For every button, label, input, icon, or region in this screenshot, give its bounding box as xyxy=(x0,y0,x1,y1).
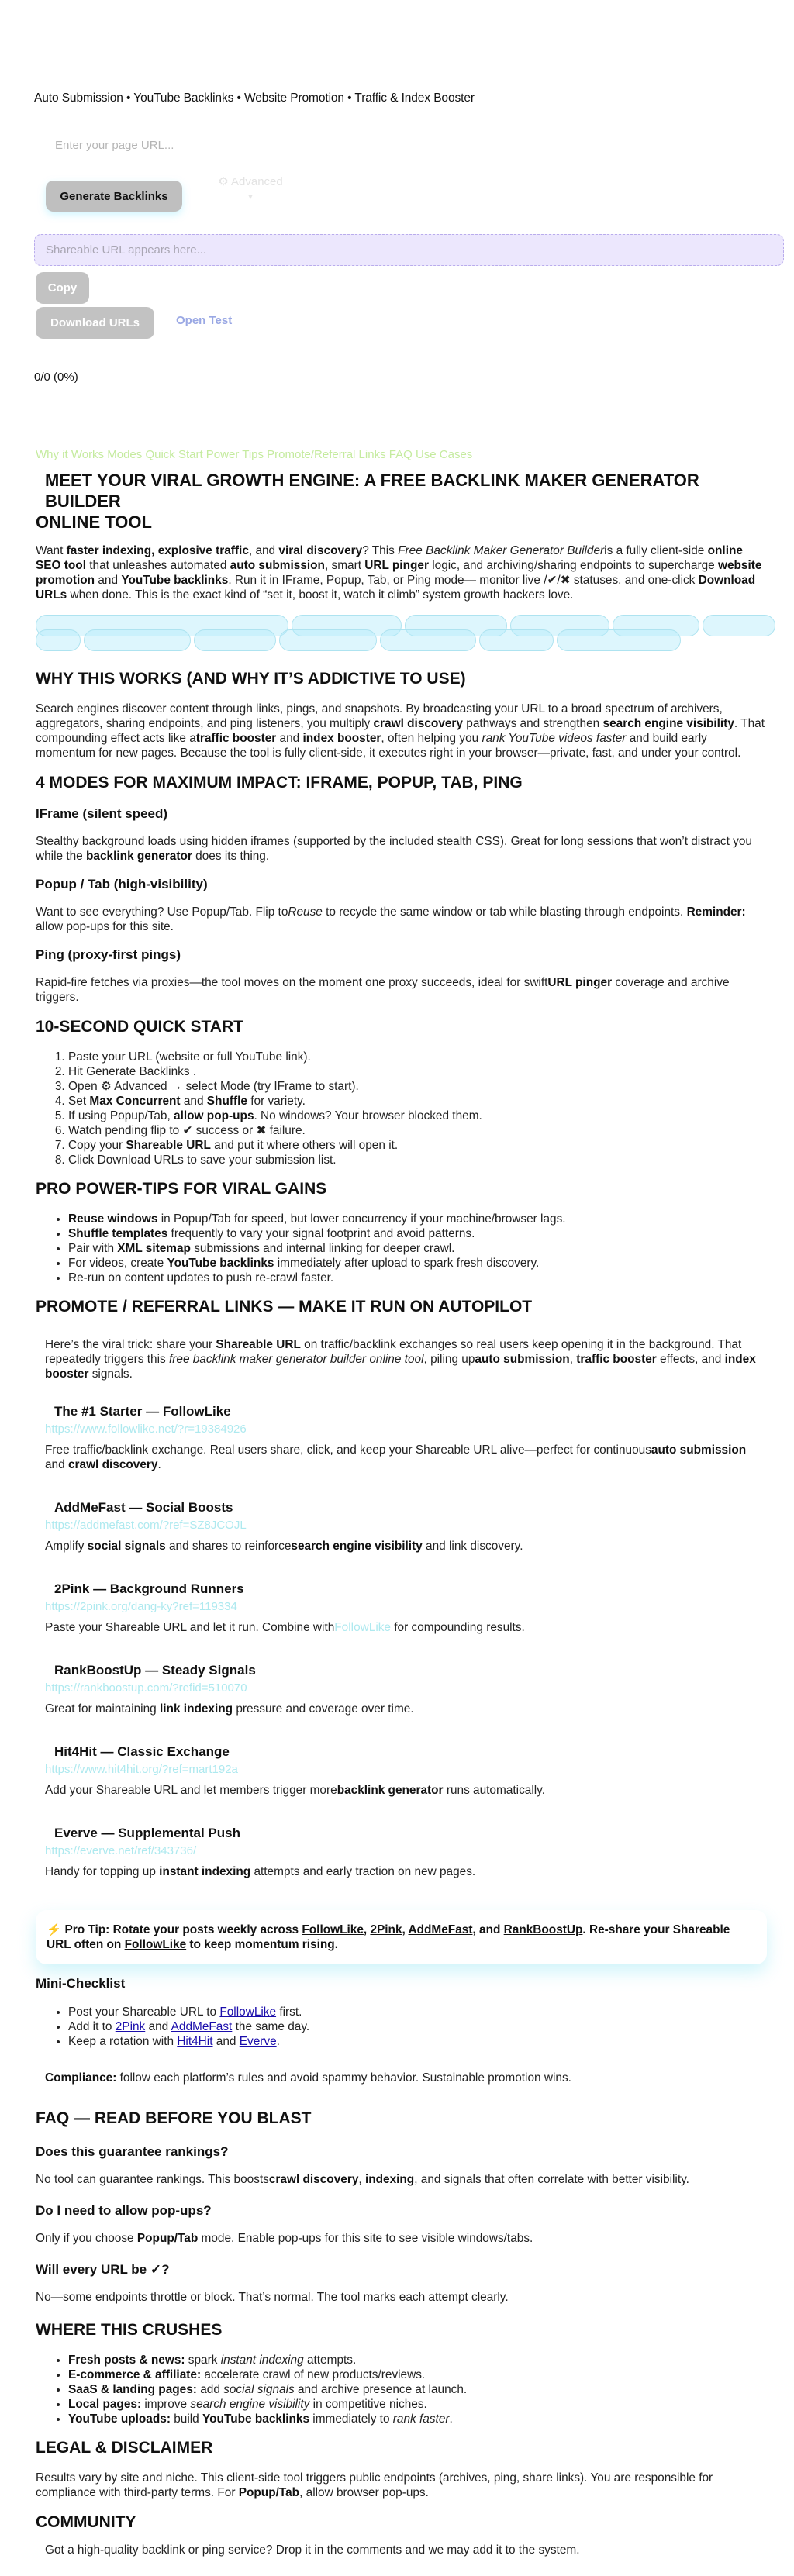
usecase-item: • YouTube uploads: build YouTube backlinks immediately to rank faster. xyxy=(68,2412,765,2426)
article xyxy=(36,470,765,2570)
rankboostup-link[interactable]: RankBoostUp xyxy=(503,1923,583,1936)
intro-title-line1: MEET YOUR VIRAL GROWTH ENGINE: A FREE BACKLINK MAKER GENERATOR BUILDER xyxy=(45,471,699,511)
iframe-mode-title: IFrame (silent speed) xyxy=(36,806,168,821)
referral-title: AddMeFast — Social Boosts xyxy=(54,1500,233,1515)
modes-title: 4 MODES FOR MAXIMUM IMPACT: IFRAME, POPUP, TAB, PING xyxy=(36,774,523,791)
faq-title: FAQ — READ BEFORE YOU BLAST xyxy=(36,2109,312,2127)
promote-section xyxy=(36,1337,765,1879)
nav-power-tips[interactable]: Power Tips xyxy=(205,448,264,461)
legal-title: LEGAL & DISCLAIMER xyxy=(36,2439,213,2457)
usecase-item: • Local pages: improve search engine visibility in competitive niches. xyxy=(68,2397,765,2412)
keyword-tags xyxy=(36,615,775,661)
referral-title: Hit4Hit — Classic Exchange xyxy=(54,1744,230,1759)
referral-title: The #1 Starter — FollowLike xyxy=(54,1404,231,1419)
ping-mode-desc: Rapid-fire fetches via proxies—the tool moves on the moment one proxy succeeds, ideal for swiftURL pinger coverage and archive triggers. xyxy=(36,976,730,1004)
step: 6. Watch pending flip to ✔ success or ✖ failure. xyxy=(68,1123,765,1138)
nav-faq[interactable]: FAQ xyxy=(388,448,413,461)
pro-tip-card: ⚡ Pro Tip: Rotate your posts weekly across FollowLike, 2Pink, AddMeFast, and RankBoostUp. Re-share your Shareable URL often on FollowLike to keep momentum rising. xyxy=(36,1910,767,1964)
intro-title-line2: ONLINE TOOL xyxy=(36,512,152,532)
referral-desc: Amplify social signals and shares to reinforcesearch engine visibility and link discovery. xyxy=(45,1540,523,1553)
shareable-url-field[interactable] xyxy=(34,234,784,266)
referral-desc: Great for maintaining link indexing pressure and coverage over time. xyxy=(45,1702,414,1716)
referral-link[interactable]: https://www.followlike.net/?r=19384926 xyxy=(45,1422,247,1436)
2pink-link[interactable]: 2Pink xyxy=(115,2020,146,2033)
advanced-label: ⚙ Advanced xyxy=(218,175,283,188)
nav-modes[interactable]: Modes xyxy=(107,448,143,461)
faq-answer: Only if you choose Popup/Tab mode. Enable pop-ups for this site to see visible windows/tabs. xyxy=(36,2232,533,2245)
referral-title: RankBoostUp — Steady Signals xyxy=(54,1663,256,1678)
legal-paragraph: Results vary by site and niche. This client-side tool triggers public endpoints (archives, ping, share links). You are responsible for compliance with third-party terms. For Popup/Tab, allow browser pop-ups. xyxy=(36,2471,713,2499)
why-paragraph: Search engines discover content through links, pings, and snapshots. By broadcasting your URL to a broad spectrum of archivers, aggregators, sharing endpoints, and ping listeners, you multiply crawl discovery pathways and strengthen search engine visibility. That compounding effect acts like atraffic booster and index booster, often helping you rank YouTube videos faster and build early momentum for new pages. Because the tool is fully client-side, it executes right in your browser—private, fast, and under your control. xyxy=(36,702,765,760)
community-paragraph: Got a high-quality backlink or ping service? Drop it in the comments and we may add it to the system. xyxy=(45,2543,580,2557)
step: 2. Hit Generate Backlinks . xyxy=(68,1064,765,1079)
keyword-tag xyxy=(703,615,775,636)
referral-2pink xyxy=(45,1581,765,1635)
referral-desc: Handy for topping up instant indexing attempts and early traction on new pages. xyxy=(45,1865,476,1878)
keyword-tag xyxy=(84,629,191,651)
nav-promote-referral-links[interactable]: Promote/Referral Links xyxy=(267,448,386,461)
tip-item: • Pair with XML sitemap submissions and internal linking for deeper crawl. xyxy=(68,1241,765,1256)
section-nav xyxy=(36,448,472,461)
promote-intro: Here’s the viral trick: share your Shareable URL on traffic/backlink exchanges so real users keep opening it in the background. That repeatedly triggers this free backlink maker generator builder online tool, piling upauto submission, traffic booster effects, and index booster signals. xyxy=(45,1338,756,1381)
usecases-title: WHERE THIS CRUSHES xyxy=(36,2321,223,2339)
tip-item: • Reuse windows in Popup/Tab for speed, but lower concurrency if your machine/browser lags. xyxy=(68,1212,765,1226)
referral-link[interactable]: https://www.hit4hit.org/?ref=mart192a xyxy=(45,1763,238,1776)
step: 4. Set Max Concurrent and Shuffle for variety. xyxy=(68,1094,765,1109)
referral-desc: Add your Shareable URL and let members trigger morebacklink generator runs automatically. xyxy=(45,1784,545,1797)
tagline: Auto Submission • YouTube Backlinks • Website Promotion • Traffic & Index Booster xyxy=(34,91,475,105)
intro-paragraph: Want faster indexing, explosive traffic, and viral discovery? This Free Backlink Maker Generator Builderis a fully client-side online SEO tool that unleashes automated auto submission, smart URL pinger logic, and archiving/sharing endpoints to supercharge website promotion and YouTube backlinks. Run it in IFrame, Popup, Tab, or Ping mode— monitor live /✔/✖ statuses, and one-click Download URLs when done. This is the exact kind of “set it, boost it, watch it climb” system growth hackers love. xyxy=(36,544,762,602)
faq-answer: No tool can guarantee rankings. This boostscrawl discovery, indexing, and signals that often correlate with better visibility. xyxy=(36,2173,689,2186)
checklist xyxy=(36,2005,765,2049)
download-urls-button[interactable]: Download URLs xyxy=(36,307,154,339)
followlike-link[interactable]: FollowLike xyxy=(124,1938,187,1951)
usecase-item: • Fresh posts & news: spark instant indexing attempts. xyxy=(68,2353,765,2367)
tip-item: • Re-run on content updates to push re-crawl faster. xyxy=(68,1271,765,1285)
followlike-link[interactable]: FollowLike xyxy=(334,1621,391,1634)
referral-hit4hit xyxy=(45,1744,765,1798)
step: 1. Paste your URL (website or full YouTube link). xyxy=(68,1050,765,1064)
usecase-item: • SaaS & landing pages: add social signals and archive presence at launch. xyxy=(68,2382,765,2397)
usecases-list xyxy=(36,2353,765,2426)
progress-text: 0/0 (0%) xyxy=(34,371,78,384)
referral-desc: Free traffic/backlink exchange. Real users share, click, and keep your Shareable URL alive—perfect for continuousauto submission and crawl discovery. xyxy=(45,1443,747,1471)
keyword-tag xyxy=(380,629,476,651)
faq-question: Will every URL be ✓? xyxy=(36,2262,170,2277)
keyword-tag xyxy=(36,629,81,651)
iframe-mode-desc: Stealthy background loads using hidden iframes (supported by the included stealth CSS). Great for long sessions that won’t distract you while the backlink generator does its thing. xyxy=(36,835,752,863)
checklist-title: Mini-Checklist xyxy=(36,1976,126,1991)
nav-quick-start[interactable]: Quick Start xyxy=(145,448,203,461)
chevron-down-icon: ▼ xyxy=(247,193,254,202)
tips-title: PRO POWER-TIPS FOR VIRAL GAINS xyxy=(36,1180,327,1198)
generate-backlinks-button[interactable]: Generate Backlinks xyxy=(46,181,182,212)
why-title: WHY THIS WORKS (AND WHY IT’S ADDICTIVE TO USE) xyxy=(36,670,466,688)
advanced-toggle[interactable] xyxy=(208,175,293,204)
step: 5. If using Popup/Tab, allow pop-ups. No windows? Your browser blocked them. xyxy=(68,1109,765,1123)
nav-use-cases[interactable]: Use Cases xyxy=(415,448,473,461)
referral-desc: Paste your Shareable URL and let it run. Combine withFollowLike for compounding results. xyxy=(45,1621,525,1634)
step: 8. Click Download URLs to save your submission list. xyxy=(68,1153,765,1167)
step: 3. Open ⚙ Advanced → select Mode (try IFrame to start). xyxy=(68,1079,765,1094)
checklist-item: • Add it to 2Pink and AddMeFast the same day. xyxy=(68,2019,765,2034)
faq-question: Do I need to allow pop-ups? xyxy=(36,2203,212,2218)
referral-link[interactable]: https://addmefast.com/?ref=SZ8JCOJL xyxy=(45,1519,247,1532)
ping-mode-title: Ping (proxy-first pings) xyxy=(36,947,181,962)
popup-mode-title: Popup / Tab (high-visibility) xyxy=(36,877,208,891)
referral-link[interactable]: https://everve.net/ref/343736/ xyxy=(45,1844,197,1857)
copy-button[interactable]: Copy xyxy=(36,272,89,304)
promote-title: PROMOTE / REFERRAL LINKS — MAKE IT RUN ON AUTOPILOT xyxy=(36,1298,533,1316)
keyword-tag xyxy=(194,629,276,651)
community-title: COMMUNITY xyxy=(36,2513,136,2531)
checklist-item: • Keep a rotation with Hit4Hit and Everve. xyxy=(68,2034,765,2049)
referral-link[interactable]: https://rankboostup.com/?refid=510070 xyxy=(45,1681,247,1695)
quickstart-title: 10-SECOND QUICK START xyxy=(36,1018,243,1036)
tip-item: • Shuffle templates frequently to vary your signal footprint and avoid patterns. xyxy=(68,1226,765,1241)
open-test-link[interactable]: Open Test xyxy=(176,314,233,327)
intro-title xyxy=(36,470,765,533)
url-input[interactable] xyxy=(34,130,541,160)
usecase-item: • E-commerce & affiliate: accelerate crawl of new products/reviews. xyxy=(68,2367,765,2382)
referral-addmefast xyxy=(45,1500,765,1554)
referral-everve xyxy=(45,1826,765,1879)
popup-mode-desc: Want to see everything? Use Popup/Tab. Flip toReuse to recycle the same window or tab while blasting through endpoints. Reminder: allow pop-ups for this site. xyxy=(36,905,746,933)
nav-why-it-works[interactable]: Why it Works xyxy=(36,448,105,461)
keyword-tag xyxy=(479,629,554,651)
keyword-tag xyxy=(557,629,681,651)
followlike-link[interactable]: FollowLike xyxy=(302,1923,364,1936)
referral-title: Everve — Supplemental Push xyxy=(54,1826,240,1840)
step: 7. Copy your Shareable URL and put it where others will open it. xyxy=(68,1138,765,1153)
addmefast-link[interactable]: AddMeFast xyxy=(408,1923,473,1936)
hit4hit-link[interactable]: Hit4Hit xyxy=(177,2035,213,2048)
referral-title: 2Pink — Background Runners xyxy=(54,1581,244,1596)
addmefast-link[interactable]: AddMeFast xyxy=(171,2020,233,2033)
compliance-note: Compliance: follow each platform’s rules and avoid spammy behavior. Sustainable promotion wins. xyxy=(45,2071,571,2085)
everve-link[interactable]: Everve xyxy=(239,2035,277,2048)
faq-answer: No—some endpoints throttle or block. That’s normal. The tool marks each attempt clearly. xyxy=(36,2291,509,2304)
referral-followlike xyxy=(45,1404,765,1472)
2pink-link[interactable]: 2Pink xyxy=(370,1923,402,1936)
checklist-item: • Post your Shareable URL to FollowLike first. xyxy=(68,2005,765,2019)
tips-list xyxy=(36,1212,765,1285)
tip-item: • For videos, create YouTube backlinks immediately after upload to spark fresh discovery. xyxy=(68,1256,765,1271)
referral-link[interactable]: https://2pink.org/dang-ky?ref=119334 xyxy=(45,1600,237,1613)
referral-rankboostup xyxy=(45,1663,765,1716)
keyword-tag xyxy=(279,629,377,651)
faq-question: Does this guarantee rankings? xyxy=(36,2144,229,2159)
followlike-link[interactable]: FollowLike xyxy=(219,2005,277,2019)
quickstart-steps xyxy=(36,1050,765,1167)
